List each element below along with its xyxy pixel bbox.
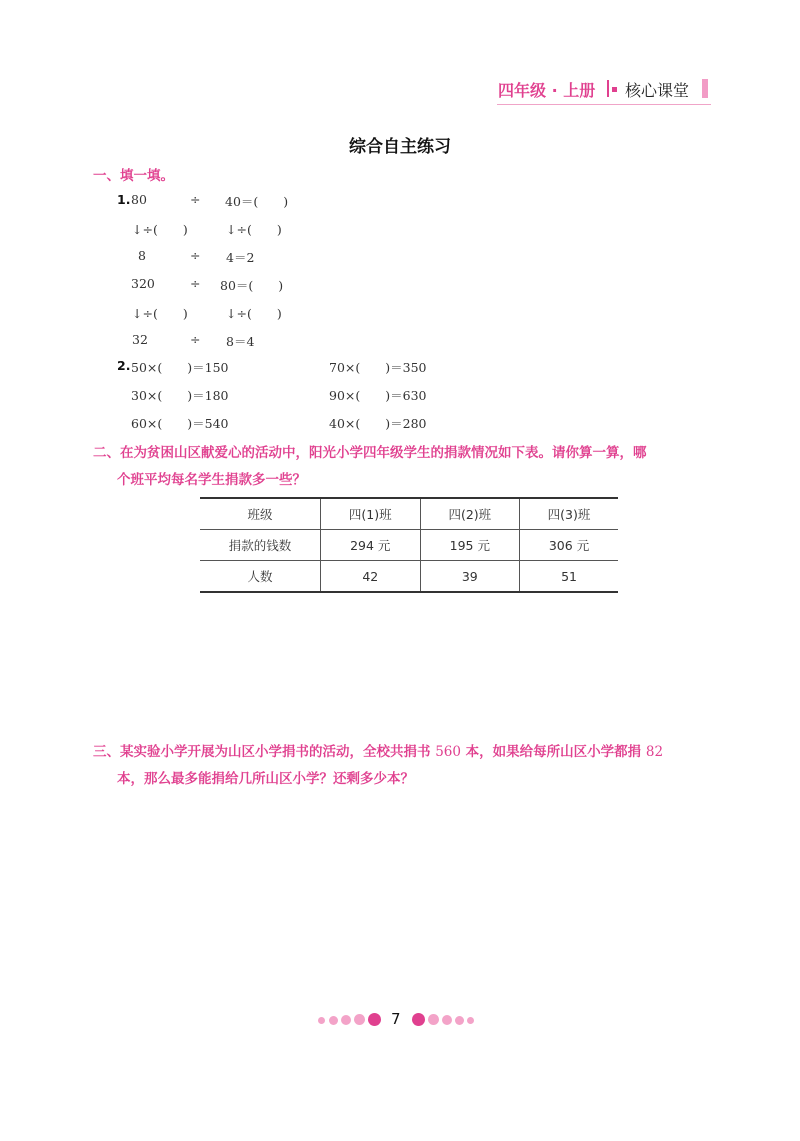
q1-r1-op: ÷ xyxy=(190,192,201,207)
table-row xyxy=(200,561,618,593)
footer-dot-icon xyxy=(455,1016,464,1025)
q1-r6-op: ÷ xyxy=(190,332,201,347)
table-cell: 51 xyxy=(520,561,618,593)
q2-number: 2. xyxy=(117,358,131,373)
q1-arrow-1b: ↓÷( ) xyxy=(226,222,282,237)
footer-dot-icon xyxy=(341,1015,351,1025)
q1-r1-a: 80 xyxy=(131,192,147,207)
q1-r4-b: 80＝( ) xyxy=(220,278,284,293)
section3-number-each: 82 xyxy=(645,744,664,760)
q1-r3-op: ÷ xyxy=(190,248,201,263)
footer-dot-icon xyxy=(442,1015,452,1025)
section2-line1: 二、在为贫困山区献爱心的活动中，阳光小学四年级学生的捐款情况如下表。请你算一算，哪 xyxy=(93,445,647,461)
q2-left-1: 50×( )＝150 xyxy=(131,360,229,375)
q1-r3-a: 8 xyxy=(138,248,146,263)
q2-left-3: 60×( )＝540 xyxy=(131,416,229,431)
q1-r1-b: 40＝( ) xyxy=(225,194,289,209)
table-header-cell: 四(1)班 xyxy=(321,498,421,530)
section3-text-a: 三、某实验小学开展为山区小学捐书的活动，全校共捐书 xyxy=(93,744,436,760)
table-header-cell: 四(3)班 xyxy=(520,498,618,530)
footer-dot-icon xyxy=(467,1017,474,1024)
table-cell: 捐款的钱数 xyxy=(200,530,321,561)
header-square-icon xyxy=(612,87,617,92)
page-number: 7 xyxy=(391,1010,401,1028)
section3-line1 xyxy=(93,740,663,760)
q2-left-2: 30×( )＝180 xyxy=(131,388,229,403)
footer-dot-icon xyxy=(428,1014,439,1025)
q2-right-1: 70×( )＝350 xyxy=(329,360,427,375)
table-cell: 39 xyxy=(420,561,520,593)
q2-right-3: 40×( )＝280 xyxy=(329,416,427,431)
q1-r6-a: 32 xyxy=(132,332,148,347)
footer-dot-icon xyxy=(318,1017,325,1024)
header-bar-icon xyxy=(702,79,708,98)
q1-r3-b: 4＝2 xyxy=(226,250,255,265)
q1-row-1 xyxy=(117,192,130,207)
q1-r4-op: ÷ xyxy=(190,276,201,291)
footer-dot-icon xyxy=(354,1014,365,1025)
table-cell: 42 xyxy=(321,561,421,593)
footer-dot-icon xyxy=(329,1016,338,1025)
section1-heading: 一、填一填。 xyxy=(93,168,174,184)
q1-arrow-2b: ↓÷( ) xyxy=(226,306,282,321)
q1-number: 1. xyxy=(117,192,131,207)
q1-r6-b: 8＝4 xyxy=(226,334,255,349)
page-title: 综合自主练习 xyxy=(349,137,451,157)
footer-dot-icon xyxy=(368,1013,381,1026)
table-row xyxy=(200,530,618,561)
section3-number-books: 560 xyxy=(435,744,461,760)
q1-r4-a: 320 xyxy=(131,276,155,291)
q2-right-2: 90×( )＝630 xyxy=(329,388,427,403)
table-cell: 人数 xyxy=(200,561,321,593)
footer-dot-icon xyxy=(412,1013,425,1026)
section3-text-b: 本，如果给每所山区小学都捐 xyxy=(460,744,646,760)
table-header-cell: 四(2)班 xyxy=(420,498,520,530)
table-header-row xyxy=(200,498,618,530)
header-course: 核心课堂 xyxy=(625,81,690,100)
section3-line2: 本，那么最多能捐给几所山区小学？还剩多少本？ xyxy=(117,771,414,787)
table-header-cell: 班级 xyxy=(200,498,321,530)
header-rule xyxy=(497,104,711,105)
donation-table xyxy=(200,497,618,593)
table-cell: 306 元 xyxy=(520,530,618,561)
table-cell: 195 元 xyxy=(420,530,520,561)
q1-arrow-2a: ↓÷( ) xyxy=(132,306,188,321)
header-separator xyxy=(607,80,609,97)
section2-line2: 个班平均每名学生捐款多一些？ xyxy=(117,472,306,488)
header-grade: 四年级 · 上册 xyxy=(498,81,596,100)
table-cell: 294 元 xyxy=(321,530,421,561)
q1-arrow-1a: ↓÷( ) xyxy=(132,222,188,237)
